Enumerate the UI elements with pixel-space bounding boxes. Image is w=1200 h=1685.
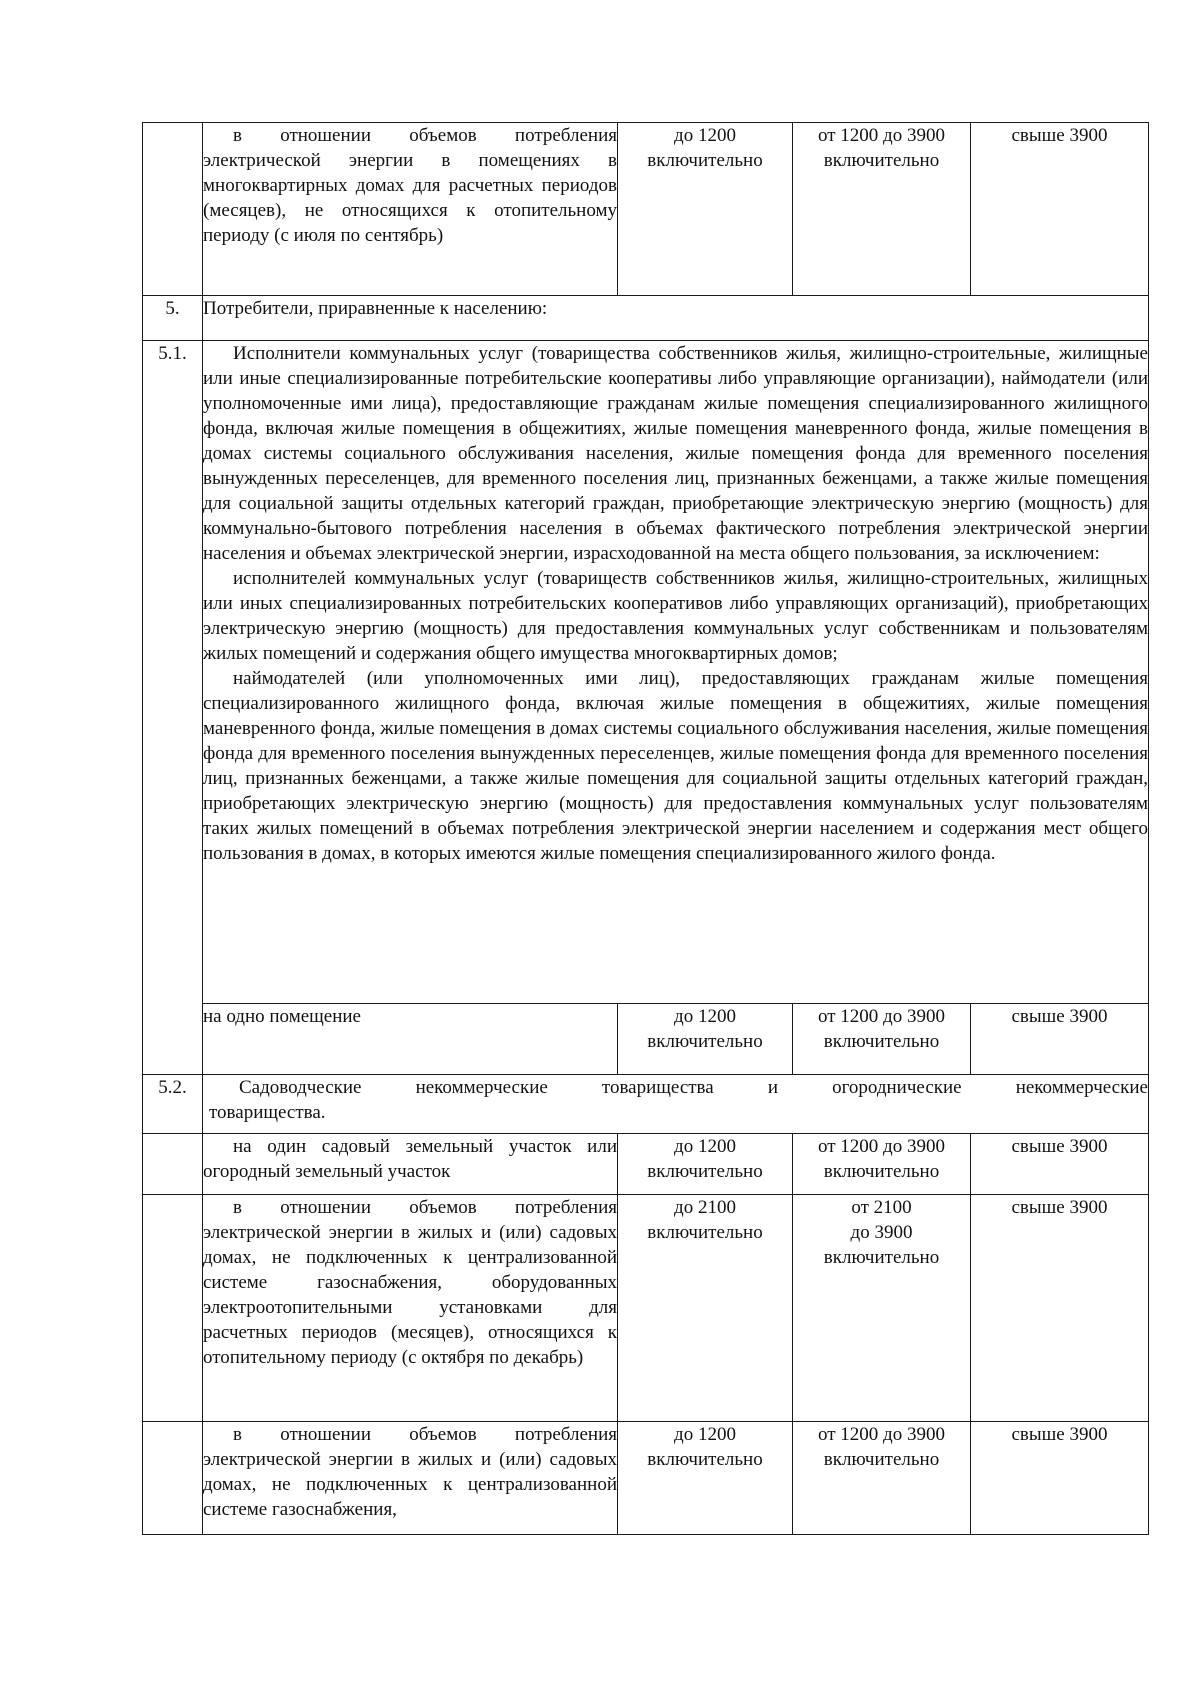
band-mid-line: до 3900	[850, 1222, 913, 1243]
title-word: огороднические	[832, 1077, 962, 1098]
row-number-cell	[143, 1422, 203, 1535]
band-high-cell: свыше 3900	[971, 1422, 1149, 1535]
band-mid-cell: от 1200 до 3900 включительно	[793, 123, 971, 296]
table-row	[143, 123, 1149, 296]
row-number-cell	[143, 123, 203, 296]
band-low-cell: до 1200 включительно	[618, 1422, 793, 1535]
section-5-1-row	[143, 341, 1149, 1004]
title-word: некоммерческие	[1015, 1077, 1148, 1098]
row-description	[203, 1422, 618, 1535]
section-5-header-row	[143, 296, 1149, 341]
row-description	[203, 1134, 618, 1195]
row-description	[203, 123, 618, 296]
tariff-table	[142, 122, 1149, 1535]
band-high-cell: свыше 3900	[971, 1134, 1149, 1195]
section-5-2-title-line: товарищества.	[209, 1102, 326, 1123]
band-low-cell: до 1200 включительно	[618, 1004, 793, 1075]
table-row	[143, 1134, 1149, 1195]
section-5-1-text	[203, 341, 1149, 1004]
section-5-1-number: 5.1.	[143, 341, 203, 1075]
section-5-2-number: 5.2.	[143, 1075, 203, 1134]
band-high-cell: свыше 3900	[971, 1195, 1149, 1422]
description-text: в отношении объемов потребления электрической энергии в помещениях в многоквартирных домах для расчетных периодов (месяцев), не относящихся к отопительному периоду (с июля по сентябрь)	[203, 125, 617, 246]
title-word: Садоводческие	[239, 1077, 362, 1098]
table-row	[143, 1195, 1149, 1422]
title-word: товарищества	[601, 1077, 714, 1098]
band-low-cell: до 1200 включительно	[618, 1134, 793, 1195]
band-low-cell: до 1200 включительно	[618, 123, 793, 296]
description-text: в отношении объемов потребления электрической энергии в жилых и (или) садовых домах, не подключенных к централизованной системе газоснабжения, оборудованных электроотопительными установками для расчетных периодов (месяцев), относящихся к отопительному периоду (с октября по декабрь)	[203, 1197, 617, 1368]
section-5-2-header-row	[143, 1075, 1149, 1134]
band-mid-line: включительно	[823, 1247, 940, 1268]
band-high-cell: свыше 3900	[971, 123, 1149, 296]
band-mid-cell	[793, 1195, 971, 1422]
section-5-1-paragraph: исполнителей коммунальных услуг (товариществ собственников жилья, жилищно-строительных, жилищных или иных специализированных потребительских кооперативов либо управляющих организаций), приобретающих электрическую энергию (мощность) для предоставления коммунальных услуг собственникам и пользователям жилых помещений и содержания общего имущества многоквартирных домов;	[203, 568, 1148, 664]
table-row	[143, 1004, 1149, 1075]
section-5-2-title-line	[239, 1075, 1148, 1100]
band-mid-cell: от 1200 до 3900 включительно	[793, 1422, 971, 1535]
section-5-title: Потребители, приравненные к населению:	[203, 296, 1149, 341]
section-5-1-paragraph: Исполнители коммунальных услуг (товарищества собственников жилья, жилищно-строительные, жилищные или иные специализированные потребительские кооперативы либо управляющие организации), наймодатели (или уполномоченные ими лица), предоставляющие гражданам жилые помещения специализированного жилищного фонда, включая жилые помещения в общежитиях, жилые помещения маневренного фонда, жилые помещения в домах системы социального обслуживания населения, жилые помещения фонда для временного поселения вынужденных переселенцев, для временного поселения лиц, признанных беженцами, а также жилые помещения для социальной защиты отдельных категорий граждан, приобретающие электрическую энергию (мощность) для коммунально-бытового потребления населения в объемах фактического потребления электрической энергии населения и объемах электрической энергии, израсходованной на места общего пользования, за исключением:	[203, 343, 1148, 564]
band-mid-cell: от 1200 до 3900 включительно	[793, 1134, 971, 1195]
row-description	[203, 1195, 618, 1422]
row-number-cell	[143, 1195, 203, 1422]
title-word: некоммерческие	[415, 1077, 548, 1098]
band-low-cell: до 2100 включительно	[618, 1195, 793, 1422]
table-row	[143, 1422, 1149, 1535]
description-text: на один садовый земельный участок или огородный земельный участок	[203, 1136, 617, 1182]
section-5-2-title	[203, 1075, 1149, 1134]
section-5-number: 5.	[143, 296, 203, 341]
title-word: и	[767, 1077, 778, 1098]
band-mid-line: от 2100	[851, 1197, 912, 1218]
row-number-cell	[143, 1134, 203, 1195]
section-5-1-paragraph: наймодателей (или уполномоченных ими лиц), предоставляющих гражданам жилые помещения специализированного жилищного фонда, включая жилые помещения в общежитиях, жилые помещения маневренного фонда, жилые помещения в домах системы социального обслуживания населения, жилые помещения фонда для временного поселения вынужденных переселенцев, жилые помещения фонда для временного поселения лиц, признанных беженцами, а также жилые помещения для социальной защиты отдельных категорий граждан, приобретающих электрическую энергию (мощность) для предоставления коммунальных услуг пользователям таких жилых помещений в объемах потребления электрической энергии населением и содержания мест общего пользования в домах, в которых имеются жилые помещения специализированного жилого фонда.	[203, 668, 1148, 864]
row-description: на одно помещение	[203, 1004, 618, 1075]
description-text: в отношении объемов потребления электрической энергии в жилых и (или) садовых домах, не подключенных к централизованной системе газоснабжения,	[203, 1424, 617, 1520]
band-mid-cell: от 1200 до 3900 включительно	[793, 1004, 971, 1075]
band-high-cell: свыше 3900	[971, 1004, 1149, 1075]
